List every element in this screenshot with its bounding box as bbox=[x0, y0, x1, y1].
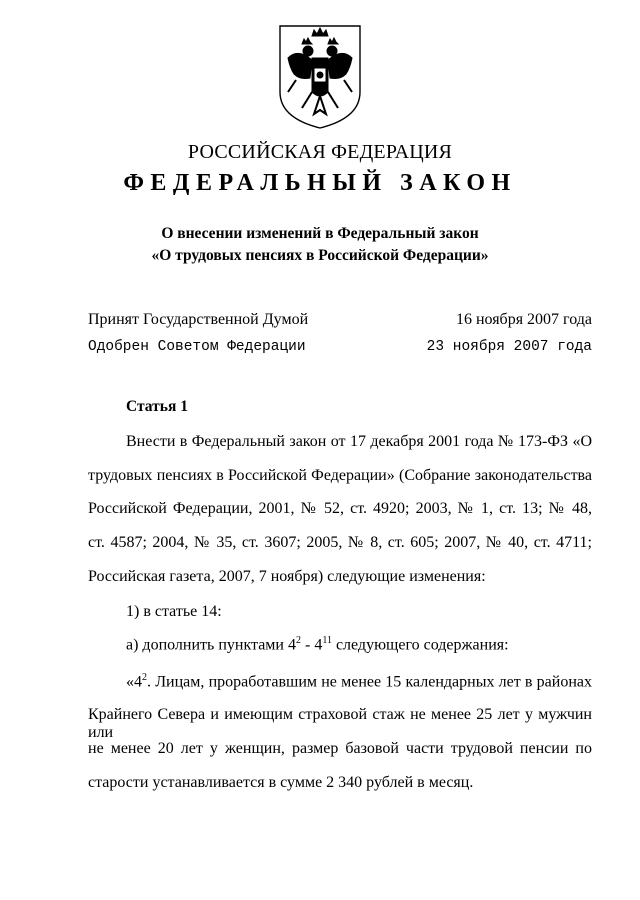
body-line: Внести в Федеральный закон от 17 декабря 2001 года № 173-ФЗ «О bbox=[126, 433, 592, 450]
law-title: ФЕДЕРАЛЬНЫЙ ЗАКОН bbox=[123, 170, 517, 196]
approved-date: 23 ноября 2007 года bbox=[426, 339, 592, 355]
subtitle-line-1: О внесении изменений в Федеральный закон bbox=[161, 225, 479, 242]
body-line: Российской Федерации, 2001, № 52, ст. 4920; 2003, № 1, ст. 13; № 48, bbox=[88, 500, 592, 517]
item-a-suffix: следующего содержания: bbox=[331, 636, 509, 654]
coat-of-arms-icon bbox=[272, 22, 368, 130]
quote-prefix: «4 bbox=[126, 673, 142, 691]
item-a-sup-2: 11 bbox=[322, 635, 332, 646]
quote-first-line bbox=[126, 672, 592, 691]
body-line: Российская газета, 2007, 7 ноября) следующие изменения: bbox=[88, 568, 486, 585]
approved-label: Одобрен Советом Федерации bbox=[88, 339, 306, 355]
item-a-sup-1: 2 bbox=[295, 635, 301, 646]
quote-line: не менее 20 лет у женщин, размер базовой части трудовой пенсии по bbox=[88, 740, 592, 757]
item-a bbox=[126, 635, 630, 654]
item-a-mid: - 4 bbox=[300, 636, 323, 654]
body-line: трудовых пенсиях в Российской Федерации» (Собрание законодательства bbox=[88, 467, 592, 484]
item-a-prefix: а) дополнить пунктами 4 bbox=[126, 636, 296, 654]
quote-sup: 2 bbox=[142, 672, 147, 683]
body-line: ст. 4587; 2004, № 35, ст. 3607; 2005, № 8, ст. 605; 2007, № 40, ст. 4711; bbox=[88, 534, 592, 551]
article-heading: Статья 1 bbox=[126, 398, 188, 415]
adopted-date: 16 ноября 2007 года bbox=[455, 311, 592, 328]
quote-line: Крайнего Севера и имеющим страховой стаж не менее 25 лет у мужчин или bbox=[88, 706, 592, 741]
adopted-label: Принят Государственной Думой bbox=[88, 311, 309, 328]
country-name: РОССИЙСКАЯ ФЕДЕРАЦИЯ bbox=[187, 141, 453, 163]
quote-line: старости устанавливается в сумме 2 340 рублей в месяц. bbox=[88, 774, 474, 791]
item-1: 1) в статье 14: bbox=[126, 603, 222, 620]
subtitle-line-2: «О трудовых пенсиях в Российской Федерации» bbox=[151, 247, 489, 264]
quote-first-text: . Лицам, проработавшим не менее 15 календарных лет в районах bbox=[147, 673, 592, 691]
law-subtitle bbox=[0, 223, 640, 267]
